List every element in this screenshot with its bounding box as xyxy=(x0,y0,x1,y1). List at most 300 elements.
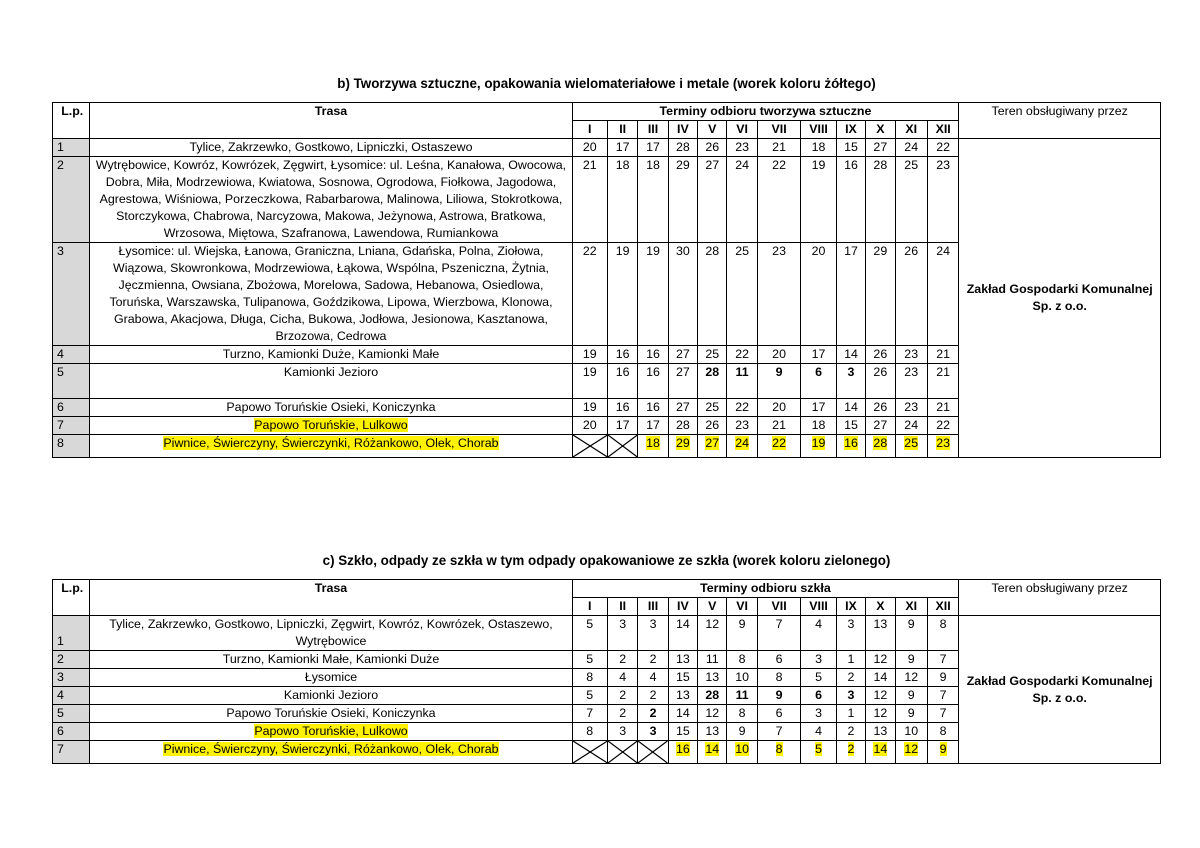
pickup-day-cell xyxy=(757,741,801,764)
pickup-day: 16 xyxy=(615,347,630,361)
glass-section xyxy=(52,553,1161,764)
pickup-day-cell xyxy=(668,243,697,346)
row-number: 5 xyxy=(53,705,90,723)
pickup-day-cell xyxy=(572,723,607,741)
pickup-day-cell xyxy=(638,723,668,741)
pickup-day-cell xyxy=(757,651,801,669)
route-cell xyxy=(90,705,572,723)
month-header: II xyxy=(607,121,637,139)
pickup-day: 13 xyxy=(873,724,888,738)
pickup-day-cell xyxy=(836,346,865,364)
pickup-day-cell xyxy=(927,435,958,458)
pickup-day: 15 xyxy=(676,724,690,738)
pickup-day: 28 xyxy=(705,244,720,258)
pickup-day-cell xyxy=(836,741,865,764)
pickup-day: 15 xyxy=(844,140,858,154)
pickup-day-cell xyxy=(927,417,958,435)
route-cell xyxy=(90,417,572,435)
pickup-day: 13 xyxy=(705,670,720,684)
month-header: X xyxy=(866,121,895,139)
pickup-day: 3 xyxy=(847,617,855,631)
route-text: Tylice, Zakrzewko, Gostkowo, Lipniczki, Zęgwirt, Kowróz, Kowrózek, Ostaszewo, Wytrębowice xyxy=(109,617,553,648)
pickup-day-cell xyxy=(836,139,865,157)
pickup-day-cell xyxy=(727,346,757,364)
route-cell xyxy=(90,346,572,364)
pickup-day: 18 xyxy=(615,158,630,172)
route-cell xyxy=(90,723,572,741)
route-cell xyxy=(90,651,572,669)
pickup-day-cell xyxy=(927,243,958,346)
pickup-day: 28 xyxy=(873,158,888,172)
pickup-day: 4 xyxy=(649,670,657,684)
pickup-day: 9 xyxy=(775,365,783,379)
pickup-day-cell xyxy=(757,243,801,346)
pickup-day-cell xyxy=(668,741,697,764)
glass-table xyxy=(52,579,1161,764)
pickup-day: 7 xyxy=(939,652,947,666)
pickup-day: 19 xyxy=(582,365,597,379)
month-header: VI xyxy=(727,121,757,139)
pickup-day: 16 xyxy=(615,365,630,379)
route-cell xyxy=(90,243,572,346)
pickup-day-cell xyxy=(836,243,865,346)
pickup-day: 27 xyxy=(873,140,888,154)
pickup-day-cell xyxy=(801,157,836,243)
month-header: I xyxy=(572,598,607,616)
pickup-day-cell xyxy=(727,435,757,458)
pickup-day: 13 xyxy=(676,688,690,702)
pickup-day-cell xyxy=(668,723,697,741)
pickup-day-cell xyxy=(607,139,637,157)
pickup-day: 7 xyxy=(586,706,594,720)
pickup-day: 14 xyxy=(676,617,690,631)
month-header: VIII xyxy=(801,121,836,139)
pickup-day: 9 xyxy=(907,688,915,702)
pickup-day: 14 xyxy=(844,400,858,414)
pickup-day: 16 xyxy=(676,742,690,756)
pickup-day-cell xyxy=(836,687,865,705)
operator-name: Zakład Gospodarki Komunalnej Sp. z o.o. xyxy=(966,673,1153,705)
pickup-day: 5 xyxy=(586,688,594,702)
pickup-day-cell xyxy=(927,669,958,687)
pickup-day-cell xyxy=(927,741,958,764)
pickup-day-cell xyxy=(757,399,801,417)
pickup-day: 13 xyxy=(705,724,720,738)
pickup-day-cell xyxy=(866,435,895,458)
pickup-day-cell xyxy=(572,417,607,435)
pickup-day-cell xyxy=(727,669,757,687)
pickup-day: 7 xyxy=(939,688,947,702)
pickup-day-cell xyxy=(866,157,895,243)
row-number: 6 xyxy=(53,399,90,417)
pickup-day-cell xyxy=(866,669,895,687)
no-pickup-cell xyxy=(572,435,607,458)
no-pickup-cell xyxy=(607,435,637,458)
pickup-day: 9 xyxy=(907,652,915,666)
no-pickup-cell xyxy=(572,741,607,764)
pickup-day-cell xyxy=(801,669,836,687)
pickup-day-cell xyxy=(668,399,697,417)
pickup-day-cell xyxy=(727,616,757,651)
pickup-day: 27 xyxy=(873,418,888,432)
pickup-day: 17 xyxy=(646,418,660,432)
pickup-day: 14 xyxy=(844,347,858,361)
pickup-day-cell xyxy=(801,723,836,741)
pickup-day: 8 xyxy=(939,724,947,738)
route-text: Łysomice: ul. Wiejska, Łanowa, Graniczna, Lniana, Gdańska, Polna, Ziołowa, Wiązowa, Skowronkowa, Modrzewiowa, Łąkowa, Wspólna, Pszeniczna, Żytnia, Jęczmienna, Owsiana, Zbożowa, Morelowa, Sadowa, Hebanowa, Osiedlowa, Toruńska, Warszawska, Tulipanowa, Goździkowa, Lipowa, Wierzbowa, Klonowa, Grabowa, Akacjowa, Długa, Cicha, Bukowa, Jodłowa, Jesionowa, Kasztanowa, Brzozowa, Cedrowa xyxy=(109,244,553,343)
pickup-day: 12 xyxy=(904,670,919,684)
plastics-title: b) Tworzywa sztuczne, opakowania wielomateriałowe i metale (worek koloru żółtego) xyxy=(337,76,876,91)
pickup-day-cell xyxy=(757,616,801,651)
pickup-day: 10 xyxy=(904,724,919,738)
pickup-day-cell xyxy=(727,364,757,399)
pickup-day-cell xyxy=(895,399,927,417)
pickup-day: 9 xyxy=(939,670,947,684)
pickup-day-cell xyxy=(572,705,607,723)
pickup-day-cell xyxy=(698,616,727,651)
cross-out-icon xyxy=(638,741,667,763)
pickup-day-cell xyxy=(727,139,757,157)
pickup-day: 3 xyxy=(649,724,657,738)
pickup-day: 24 xyxy=(904,418,919,432)
pickup-day-cell xyxy=(607,616,637,651)
table-row xyxy=(53,139,1161,157)
pickup-day-cell xyxy=(895,741,927,764)
pickup-day-cell xyxy=(757,705,801,723)
pickup-day-cell xyxy=(895,687,927,705)
pickup-day-cell xyxy=(836,651,865,669)
pickup-day: 29 xyxy=(675,436,690,450)
pickup-day-cell xyxy=(927,364,958,399)
month-header: XII xyxy=(927,121,958,139)
month-header: XI xyxy=(895,121,927,139)
pickup-day-cell xyxy=(801,346,836,364)
pickup-day-cell xyxy=(668,435,697,458)
pickup-day: 22 xyxy=(735,400,749,414)
pickup-day-cell xyxy=(638,687,668,705)
row-number: 4 xyxy=(53,346,90,364)
pickup-day-cell xyxy=(668,346,697,364)
pickup-day: 17 xyxy=(811,400,826,414)
pickup-day-cell xyxy=(698,139,727,157)
header-lp: L.p. xyxy=(53,580,90,616)
month-header: VII xyxy=(757,598,801,616)
cross-out-icon xyxy=(573,741,607,763)
pickup-day-cell xyxy=(801,616,836,651)
route-cell xyxy=(90,364,572,399)
pickup-day: 11 xyxy=(735,688,749,702)
pickup-day: 20 xyxy=(772,400,786,414)
pickup-day: 28 xyxy=(675,140,690,154)
pickup-day-cell xyxy=(836,705,865,723)
pickup-day-cell xyxy=(668,669,697,687)
pickup-day: 24 xyxy=(936,244,951,258)
month-header: V xyxy=(698,121,727,139)
pickup-day: 27 xyxy=(705,436,720,450)
month-header: I xyxy=(572,121,607,139)
pickup-day: 7 xyxy=(775,617,783,631)
pickup-day: 2 xyxy=(619,652,627,666)
pickup-day-cell xyxy=(607,687,637,705)
pickup-day-cell xyxy=(607,723,637,741)
pickup-day-cell xyxy=(801,687,836,705)
route-text: Kamionki Jezioro xyxy=(283,688,379,702)
pickup-day: 29 xyxy=(675,158,690,172)
pickup-day-cell xyxy=(727,157,757,243)
pickup-day-cell xyxy=(801,399,836,417)
pickup-day: 20 xyxy=(772,347,786,361)
pickup-day: 20 xyxy=(811,244,826,258)
pickup-day-cell xyxy=(638,705,668,723)
route-text: Papowo Toruńskie, Lulkowo xyxy=(254,724,408,738)
pickup-day-cell xyxy=(638,364,668,399)
pickup-day: 12 xyxy=(904,742,919,756)
month-header: II xyxy=(607,598,637,616)
pickup-day-cell xyxy=(927,399,958,417)
pickup-day: 28 xyxy=(675,418,690,432)
pickup-day: 11 xyxy=(705,652,719,666)
route-text: Papowo Toruńskie Osieki, Koniczynka xyxy=(226,400,436,414)
pickup-day: 28 xyxy=(705,688,720,702)
pickup-day: 19 xyxy=(811,158,826,172)
pickup-day-cell xyxy=(727,741,757,764)
pickup-day: 7 xyxy=(939,706,947,720)
pickup-day: 14 xyxy=(676,706,690,720)
pickup-day-cell xyxy=(668,616,697,651)
pickup-day: 3 xyxy=(847,688,855,702)
pickup-day-cell xyxy=(607,651,637,669)
pickup-day: 1 xyxy=(847,652,855,666)
pickup-day: 8 xyxy=(775,742,783,756)
pickup-day: 18 xyxy=(811,418,826,432)
pickup-day: 20 xyxy=(582,140,597,154)
pickup-day-cell xyxy=(836,616,865,651)
pickup-day: 25 xyxy=(904,436,919,450)
pickup-day-cell xyxy=(895,616,927,651)
route-cell xyxy=(90,616,572,651)
route-cell xyxy=(90,157,572,243)
route-text: Turzno, Kamionki Duże, Kamionki Małe xyxy=(222,347,440,361)
month-header: VII xyxy=(757,121,801,139)
pickup-day-cell xyxy=(895,435,927,458)
pickup-day-cell xyxy=(638,243,668,346)
no-pickup-cell xyxy=(638,741,668,764)
pickup-day-cell xyxy=(572,346,607,364)
pickup-day: 16 xyxy=(615,400,630,414)
pickup-day-cell xyxy=(727,687,757,705)
pickup-day-cell xyxy=(668,687,697,705)
route-text: Piwnice, Świerczyny, Świerczynki, Różankowo, Olek, Chorab xyxy=(163,742,499,756)
month-header: XI xyxy=(895,598,927,616)
row-number: 2 xyxy=(53,651,90,669)
pickup-day: 2 xyxy=(649,688,657,702)
pickup-day: 12 xyxy=(873,688,888,702)
pickup-day: 15 xyxy=(844,418,858,432)
pickup-day-cell xyxy=(866,651,895,669)
pickup-day-cell xyxy=(668,364,697,399)
pickup-day-cell xyxy=(866,243,895,346)
pickup-day: 24 xyxy=(735,158,749,172)
route-cell xyxy=(90,139,572,157)
pickup-day: 14 xyxy=(873,742,888,756)
pickup-day-cell xyxy=(607,157,637,243)
header-row xyxy=(53,580,1161,598)
pickup-day: 26 xyxy=(873,347,888,361)
pickup-day-cell xyxy=(801,705,836,723)
pickup-day: 12 xyxy=(873,652,888,666)
pickup-day: 4 xyxy=(619,670,627,684)
pickup-day: 19 xyxy=(582,400,597,414)
header-lp: L.p. xyxy=(53,103,90,139)
pickup-day: 4 xyxy=(815,724,823,738)
pickup-day-cell xyxy=(572,243,607,346)
pickup-day-cell xyxy=(638,399,668,417)
pickup-day: 6 xyxy=(815,365,823,379)
pickup-day: 9 xyxy=(907,617,915,631)
pickup-day-cell xyxy=(638,417,668,435)
pickup-day: 26 xyxy=(705,140,720,154)
pickup-day: 3 xyxy=(847,365,855,379)
pickup-day-cell xyxy=(727,399,757,417)
pickup-day-cell xyxy=(698,723,727,741)
pickup-day-cell xyxy=(866,417,895,435)
pickup-day-cell xyxy=(757,669,801,687)
pickup-day: 6 xyxy=(775,706,783,720)
pickup-day: 3 xyxy=(619,617,627,631)
cross-out-icon xyxy=(608,435,637,457)
pickup-day: 23 xyxy=(904,365,919,379)
pickup-day-cell xyxy=(836,399,865,417)
route-text: Turzno, Kamionki Małe, Kamionki Duże xyxy=(222,652,440,666)
pickup-day: 25 xyxy=(705,400,720,414)
pickup-day: 5 xyxy=(586,652,594,666)
pickup-day: 16 xyxy=(646,347,660,361)
pickup-day-cell xyxy=(698,417,727,435)
pickup-day-cell xyxy=(757,435,801,458)
pickup-day-cell xyxy=(698,364,727,399)
pickup-day: 28 xyxy=(873,436,888,450)
pickup-day-cell xyxy=(895,723,927,741)
pickup-day: 27 xyxy=(675,400,690,414)
pickup-day: 2 xyxy=(847,724,855,738)
route-text: Papowo Toruńskie, Lulkowo xyxy=(254,418,408,432)
pickup-day-cell xyxy=(895,651,927,669)
cross-out-icon xyxy=(608,741,637,763)
pickup-day: 6 xyxy=(815,688,823,702)
pickup-day: 17 xyxy=(844,244,858,258)
pickup-day-cell xyxy=(638,346,668,364)
pickup-day-cell xyxy=(572,669,607,687)
pickup-day: 6 xyxy=(775,652,783,666)
pickup-day-cell xyxy=(607,243,637,346)
pickup-day: 9 xyxy=(775,688,783,702)
pickup-day-cell xyxy=(895,157,927,243)
pickup-day-cell xyxy=(607,346,637,364)
row-number: 3 xyxy=(53,669,90,687)
row-number: 1 xyxy=(53,139,90,157)
route-text: Kamionki Jezioro xyxy=(283,365,379,379)
pickup-day: 16 xyxy=(844,436,858,450)
pickup-day: 13 xyxy=(873,617,888,631)
pickup-day-cell xyxy=(607,399,637,417)
pickup-day: 2 xyxy=(847,742,855,756)
header-route: Trasa xyxy=(90,103,572,139)
pickup-day: 12 xyxy=(705,617,720,631)
pickup-day: 22 xyxy=(772,158,786,172)
pickup-day-cell xyxy=(801,364,836,399)
pickup-day: 7 xyxy=(775,724,783,738)
pickup-day-cell xyxy=(572,651,607,669)
pickup-day-cell xyxy=(836,669,865,687)
pickup-day-cell xyxy=(698,346,727,364)
pickup-day-cell xyxy=(727,651,757,669)
header-row xyxy=(53,103,1161,121)
pickup-day-cell xyxy=(638,669,668,687)
pickup-day: 21 xyxy=(772,418,786,432)
pickup-day: 16 xyxy=(646,400,660,414)
header-terms: Terminy odbioru tworzywa sztuczne xyxy=(572,103,959,121)
glass-title: c) Szkło, odpady ze szkła w tym odpady opakowaniowe ze szkła (worek koloru zielonego) xyxy=(322,553,891,568)
month-header: IV xyxy=(668,121,697,139)
pickup-day: 27 xyxy=(675,365,690,379)
pickup-day: 3 xyxy=(815,706,823,720)
pickup-day: 18 xyxy=(646,158,660,172)
pickup-day-cell xyxy=(895,139,927,157)
pickup-day: 19 xyxy=(582,347,597,361)
month-header: III xyxy=(638,598,668,616)
pickup-day: 8 xyxy=(586,724,594,738)
pickup-day-cell xyxy=(607,364,637,399)
header-route: Trasa xyxy=(90,580,572,616)
pickup-day-cell xyxy=(927,705,958,723)
pickup-day-cell xyxy=(866,741,895,764)
month-header: XII xyxy=(927,598,958,616)
pickup-day: 27 xyxy=(675,347,690,361)
pickup-day: 23 xyxy=(936,158,951,172)
pickup-day: 8 xyxy=(939,617,947,631)
pickup-day-cell xyxy=(927,139,958,157)
pickup-day: 27 xyxy=(705,158,720,172)
pickup-day: 2 xyxy=(847,670,855,684)
cross-out-icon xyxy=(573,435,607,457)
pickup-day: 3 xyxy=(619,724,627,738)
pickup-day-cell xyxy=(698,669,727,687)
pickup-day: 2 xyxy=(649,652,657,666)
month-header: IV xyxy=(668,598,697,616)
operator-name: Zakład Gospodarki Komunalnej Sp. z o.o. xyxy=(966,282,1153,313)
pickup-day: 24 xyxy=(735,436,749,450)
pickup-day: 19 xyxy=(615,244,630,258)
pickup-day: 8 xyxy=(586,670,594,684)
pickup-day: 9 xyxy=(738,724,746,738)
month-header: VI xyxy=(727,598,757,616)
pickup-day: 14 xyxy=(705,742,720,756)
pickup-day-cell xyxy=(866,139,895,157)
pickup-day: 12 xyxy=(873,706,888,720)
pickup-day: 22 xyxy=(772,436,786,450)
pickup-day-cell xyxy=(638,435,668,458)
pickup-day-cell xyxy=(727,243,757,346)
row-number: 2 xyxy=(53,157,90,243)
no-pickup-cell xyxy=(607,741,637,764)
pickup-day: 2 xyxy=(619,688,627,702)
pickup-day-cell xyxy=(757,723,801,741)
pickup-day-cell xyxy=(727,723,757,741)
pickup-day: 21 xyxy=(936,365,951,379)
pickup-day-cell xyxy=(927,723,958,741)
pickup-day: 2 xyxy=(619,706,627,720)
pickup-day: 13 xyxy=(676,652,690,666)
